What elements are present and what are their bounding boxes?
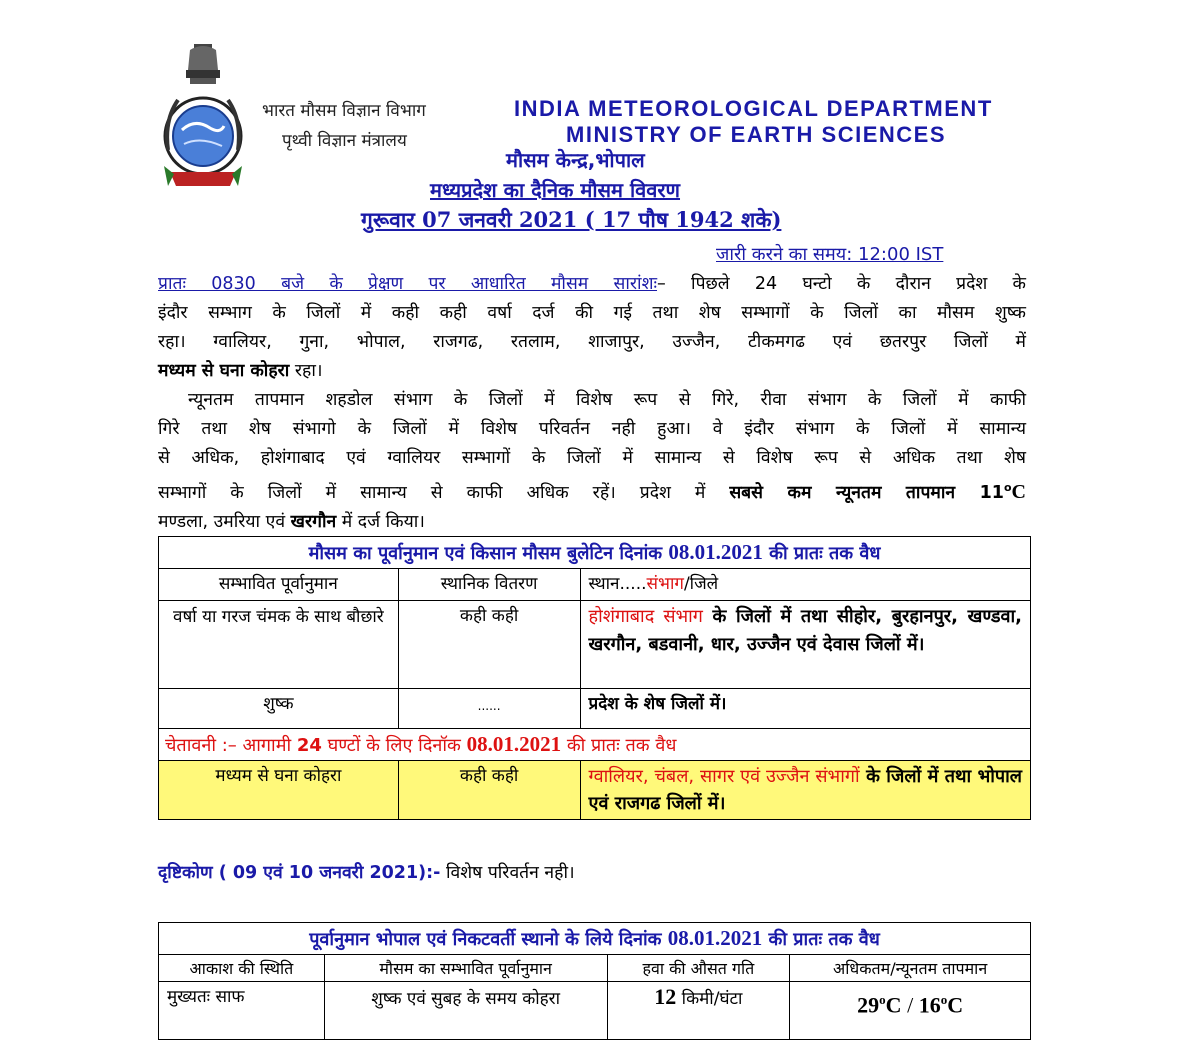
place-rain: होशंगाबाद संभाग के जिलों में तथा सीहोर, बुरहानपुर, खण्डवा, खरगौन, बडवानी, धार, उज्जैन एवं देवास जिलों में।	[580, 601, 1030, 689]
table-row	[159, 982, 1031, 1040]
warning-row	[159, 761, 1031, 820]
warning-title: चेतावनी :– आगामी 24 घण्टों के लिए दिनॉक 08.01.2021 की प्रातः तक वैध	[159, 729, 1031, 761]
outlook-text: विशेष परिवर्तन नही।	[440, 863, 575, 883]
temp-line-2: गिरे तथा शेष संभागो के जिलों में विशेष परिवर्तन नही हुआ। वे इंदौर संभाग के जिलों में सामान्य	[158, 419, 1026, 439]
forecast-table-title: मौसम का पूर्वानुमान एवं किसान मौसम बुलेटिन दिनांक 08.01.2021 की प्रातः तक वैध	[159, 537, 1031, 569]
forecast-dry: शुष्क	[159, 689, 399, 729]
forecast-rain: वर्षा या गरज चंमक के साथ बौछारे	[159, 601, 399, 689]
header-probable-forecast: सम्भावित पूर्वानुमान	[159, 569, 399, 601]
issue-time: जारी करने का समय: 12:00 IST	[716, 244, 944, 265]
report-date: गुरूवार 07 जनवरी 2021 ( 17 पौष 1942 शके)	[361, 207, 782, 232]
header-sky-condition: आकाश की स्थिति	[159, 955, 325, 982]
table-row	[159, 601, 1031, 689]
header-max-min-temp: अधिकतम/न्यूनतम तापमान	[790, 955, 1031, 982]
summary-line-2: इंदौर सम्भाग के जिलों में कही कही वर्षा दर्ज की गई तथा शेष सम्भागों के जिलों का मौसम शुष्क	[158, 303, 1026, 323]
probable-weather: शुष्क एवं सुबह के समय कोहरा	[324, 982, 607, 1040]
centre-name: मौसम केन्द्र,भोपाल	[506, 148, 645, 172]
distribution-rain: कही कही	[398, 601, 580, 689]
header-place: स्थान.....संभाग/जिले	[580, 569, 1030, 601]
lowest-temp-highlight: सबसे कम न्यूनतम तापमान 11	[729, 482, 1004, 503]
fog-highlight: मध्यम से घना कोहरा	[158, 361, 290, 381]
temp-line-3: से अधिक, होशंगाबाद एवं ग्वालियर सम्भागों के जिलों में सामान्य से विशेष रूप से अधिक तथा शेष	[158, 448, 1026, 468]
english-ministry-name: MINISTRY OF EARTH SCIENCES	[566, 122, 947, 147]
summary-line-3: रहा। ग्वालियर, गुना, भोपाल, राजगढ, रतलाम, शाजापुर, उज्जैन, टीकमगढ एवं छतरपुर जिलों में	[158, 332, 1026, 352]
english-department-name: INDIA METEOROLOGICAL DEPARTMENT	[514, 96, 993, 121]
table-row	[159, 689, 1031, 729]
hindi-department-name: भारत मौसम विज्ञान विभाग	[262, 101, 426, 121]
header-wind-speed: हवा की औसत गति	[607, 955, 790, 982]
bhopal-forecast-table	[158, 922, 1031, 1040]
temperature-paragraph: न्यूनतम तापमान शहडोल संभाग के जिलों में विशेष रूप से गिरे, रीवा संभाग के जिलों में काफी गिरे तथा शेष संभागो के जिलों में विशेष परिवर्तन नही हुआ। वे इंदौर संभाग के जिलों में सामान्य से अधिक, होशंगाबाद एवं ग्वालियर सम्भागों के जिलों में सामान्य से विशेष रूप से अधिक तथा शेष सम्भागों के जिलों में सामान्य से काफी अधिक रहें। प्रदेश में सबसे कम न्यूनतम तापमान 11$^o$C मण्डला, उमरिया एवं खरगौन में दर्ज किया।	[158, 386, 1026, 537]
report-title: मध्यप्रदेश का दैनिक मौसम विवरण	[430, 178, 681, 202]
temp-line-5: मण्डला, उमरिया एवं	[158, 511, 291, 532]
forecast-table	[158, 536, 1031, 820]
warning-forecast: मध्यम से घना कोहरा	[159, 761, 399, 820]
wind-speed: 12 किमी/घंटा	[607, 982, 790, 1040]
max-min-temperature: 29$^o$C / 16$^o$C	[790, 982, 1031, 1040]
header-spatial-distribution: स्थानिक वितरण	[398, 569, 580, 601]
outlook-label: दृष्टिकोण ( 09 एवं 10 जनवरी 2021):-	[158, 863, 441, 883]
warning-distribution: कही कही	[398, 761, 580, 820]
weather-summary-paragraph	[158, 270, 1026, 386]
bhopal-table-title: पूर्वानुमान भोपाल एवं निकटवर्ती स्थानो के लिये दिनांक 08.01.2021 की प्रातः तक वैध	[159, 923, 1031, 955]
summary-line-1: – पिछले 24 घन्टो के दौरान प्रदेश के	[657, 274, 1026, 294]
temp-line-1: न्यूनतम तापमान शहडोल संभाग के जिलों में विशेष रूप से गिरे, रीवा संभाग के जिलों में काफी	[188, 390, 1026, 410]
distribution-dry: ......	[398, 689, 580, 729]
temp-line-4: सम्भागों के जिलों में सामान्य से काफी अधिक रहें। प्रदेश में	[158, 482, 730, 503]
outlook	[158, 860, 575, 884]
warning-place: ग्वालियर, चंबल, सागर एवं उज्जैन संभागों के जिलों में तथा भोपाल एवं राजगढ जिलों में।	[580, 761, 1030, 820]
hindi-ministry-name: पृथ्वी विज्ञान मंत्रालय	[282, 131, 407, 151]
header-probable-weather: मौसम का सम्भावित पूर्वानुमान	[324, 955, 607, 982]
place-dry: प्रदेश के शेष जिलों में।	[580, 689, 1030, 729]
imd-emblem-logo	[160, 40, 246, 190]
sky-condition: मुख्यतः साफ	[159, 982, 325, 1040]
summary-line-4: रहा।	[289, 361, 323, 381]
summary-heading: प्रातः 0830 बजे के प्रेक्षण पर आधारित मौसम सारांशः	[158, 274, 658, 294]
